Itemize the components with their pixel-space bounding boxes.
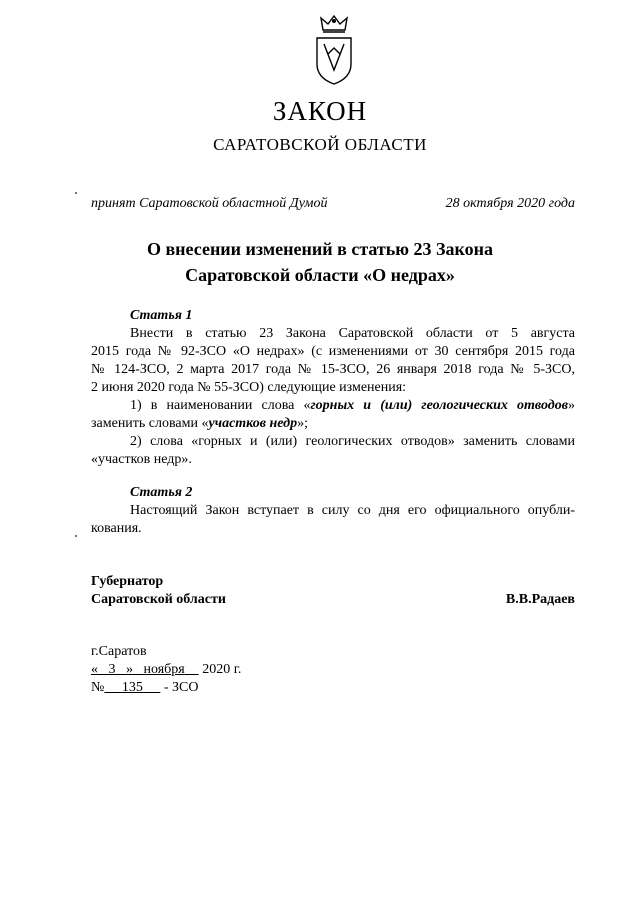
scan-speck	[75, 535, 77, 537]
signing-day: 3	[108, 662, 116, 677]
signatory-position: Саратовской области	[91, 592, 226, 607]
amendment-item-2-cont: «участков недр».	[91, 452, 192, 467]
article-2-body	[91, 502, 575, 538]
amendment-item-1-cont: заменить словами «участков недр»;	[91, 416, 308, 431]
article-1-body	[91, 325, 575, 469]
law-heading-line: О внесении изменений в статью 23 Закона	[146, 239, 494, 259]
amendment-item-2: 2) слова «горных и (или) геологических отводов» заменить словами	[130, 434, 575, 449]
scan-speck	[75, 192, 77, 194]
law-number-value: 135	[121, 680, 143, 695]
body-line: кования.	[91, 521, 142, 536]
body-line: № 124-ЗСО, 2 марта 2017 года № 15-ЗСО, 26 января 2018 года № 5-ЗСО,	[91, 362, 575, 377]
signing-city: г.Саратов	[91, 644, 147, 659]
amendment-item-1: 1) в наименовании слова «горных и (или) геологических отводов»	[130, 398, 575, 413]
replaced-phrase: горных и (или) геологических отводов	[310, 398, 568, 413]
signing-month: ноября	[143, 662, 185, 677]
coat-of-arms-emblem	[313, 14, 355, 86]
body-line: Настоящий Закон вступает в силу со дня его официального опубли-	[130, 503, 575, 518]
article-1-title: Статья 1	[130, 308, 193, 323]
region-subtitle: САРАТОВСКОЙ ОБЛАСТИ	[213, 135, 427, 154]
adoption-date: 28 октября 2020 года	[445, 196, 575, 211]
adoption-statement: принят Саратовской областной Думой	[91, 196, 328, 211]
law-number: № 135 - ЗСО	[91, 680, 199, 695]
signing-date: « 3 » ноября 2020 г.	[91, 662, 242, 677]
body-line: Внести в статью 23 Закона Саратовской области от 5 августа	[130, 326, 575, 341]
article-2-title: Статья 2	[130, 485, 193, 500]
signatory-name: В.В.Радаев	[505, 592, 575, 607]
signatory-position: Губернатор	[91, 574, 164, 589]
replacement-phrase: участков недр	[208, 416, 298, 431]
signing-year: 2020 г.	[202, 662, 242, 677]
law-title: ЗАКОН	[272, 96, 368, 126]
body-line: 2 июня 2020 года № 55-ЗСО) следующие изменения:	[91, 380, 407, 395]
law-heading-line: Саратовской области «О недрах»	[185, 265, 455, 285]
body-line: 2015 года № 92-ЗСО «О недрах» (с изменениями от 30 сентября 2015 года	[91, 344, 575, 359]
